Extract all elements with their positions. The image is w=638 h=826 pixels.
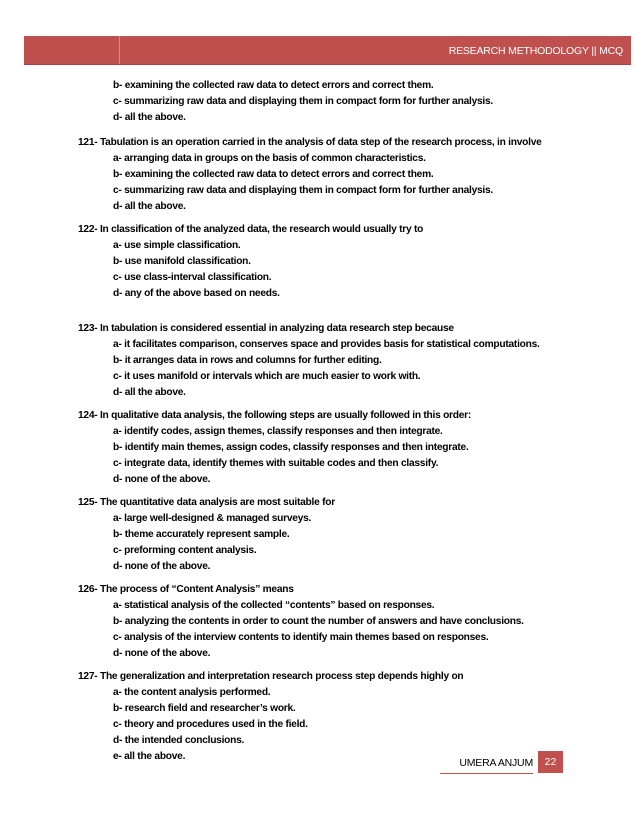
option-text: a- the content analysis performed.	[113, 687, 271, 698]
option-text: c- summarizing raw data and displaying them in compact form for further analysis.	[113, 96, 493, 107]
footer-author: UMERA ANJUM	[459, 757, 533, 769]
option-text: c- summarizing raw data and displaying them in compact form for further analysis.	[113, 185, 493, 196]
page-number: 22	[538, 751, 563, 773]
option-text: b- examining the collected raw data to detect errors and correct them.	[113, 169, 434, 180]
option-text: c- it uses manifold or intervals which are much easier to work with.	[113, 371, 421, 382]
option-text: b- identify main themes, assign codes, classify responses and then integrate.	[113, 442, 469, 453]
footer-divider	[440, 773, 533, 774]
question-text: 122- In classification of the analyzed data, the research would usually try to	[78, 224, 424, 235]
question-text: 127- The generalization and interpretation research process step depends highly on	[78, 671, 464, 682]
option-text: d- all the above.	[113, 387, 186, 398]
header-bar	[24, 36, 631, 64]
option-text: c- theory and procedures used in the field.	[113, 719, 308, 730]
option-text: b- examining the collected raw data to detect errors and correct them.	[113, 80, 434, 91]
option-text: a- statistical analysis of the collected “contents” based on responses.	[113, 600, 435, 611]
option-text: b- analyzing the contents in order to count the number of answers and have conclusions.	[113, 616, 524, 627]
option-text: e- all the above.	[113, 751, 186, 762]
header-title: RESEARCH METHODOLOGY || MCQ	[448, 45, 623, 57]
option-text: d- none of the above.	[113, 561, 211, 572]
option-text: a- identify codes, assign themes, classify responses and then integrate.	[113, 426, 443, 437]
option-text: a- arranging data in groups on the basis of common characteristics.	[113, 153, 426, 164]
option-text: c- use class-interval classification.	[113, 272, 272, 283]
option-text: b- use manifold classification.	[113, 256, 251, 267]
question-text: 126- The process of “Content Analysis” means	[78, 584, 294, 595]
option-text: a- large well-designed & managed surveys.	[113, 513, 312, 524]
question-text: 121- Tabulation is an operation carried in the analysis of data step of the research process, in involve	[78, 137, 542, 148]
option-text: a- use simple classification.	[113, 240, 241, 251]
option-text: b- it arranges data in rows and columns for further editing.	[113, 355, 382, 366]
option-text: d- the intended conclusions.	[113, 735, 245, 746]
option-text: c- preforming content analysis.	[113, 545, 257, 556]
question-text: 123- In tabulation is considered essential in analyzing data research step because	[78, 323, 454, 334]
question-text: 124- In qualitative data analysis, the following steps are usually followed in this order:	[78, 410, 472, 421]
option-text: a- it facilitates comparison, conserves space and provides basis for statistical computations.	[113, 339, 540, 350]
option-text: b- theme accurately represent sample.	[113, 529, 290, 540]
option-text: d- all the above.	[113, 112, 186, 123]
option-text: c- analysis of the interview contents to identify main themes based on responses.	[113, 632, 489, 643]
question-text: 125- The quantitative data analysis are most suitable for	[78, 497, 335, 508]
option-text: d- any of the above based on needs.	[113, 288, 280, 299]
option-text: d- none of the above.	[113, 648, 211, 659]
option-text: d- none of the above.	[113, 474, 211, 485]
option-text: d- all the above.	[113, 201, 186, 212]
option-text: b- research field and researcher’s work.	[113, 703, 296, 714]
option-text: c- integrate data, identify themes with suitable codes and then classify.	[113, 458, 439, 469]
header-divider	[119, 36, 120, 64]
